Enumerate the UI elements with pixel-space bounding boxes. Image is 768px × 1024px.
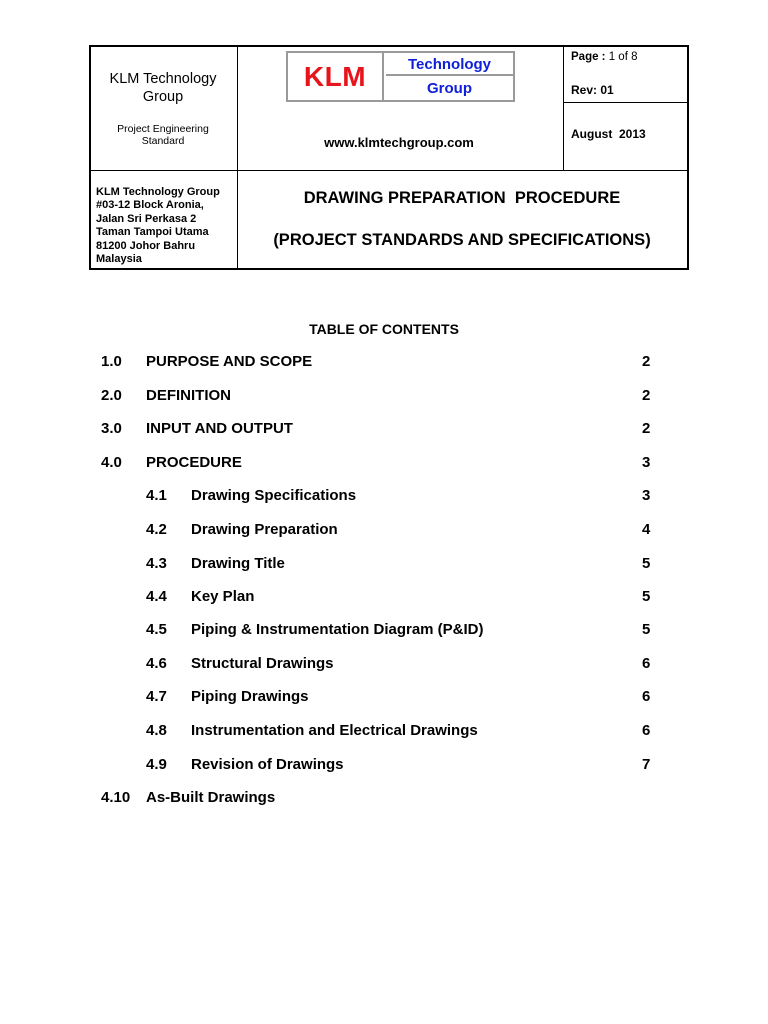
header-divider [563, 102, 687, 103]
page-number [571, 50, 638, 64]
toc-entry-title: DEFINITION [146, 387, 231, 404]
toc-entry-title: Drawing Preparation [191, 521, 338, 538]
toc-entry-number: 4.6 [146, 655, 167, 672]
toc-entry-title: PURPOSE AND SCOPE [146, 353, 313, 370]
toc-entry-number: 4.8 [146, 722, 167, 739]
toc-heading: TABLE OF CONTENTS [309, 321, 459, 337]
company-address [96, 186, 220, 266]
header-divider [91, 170, 687, 171]
company-name [91, 70, 235, 106]
toc-entry-title: As-Built Drawings [146, 789, 276, 806]
page-value: 1 of 8 [608, 51, 638, 63]
company-name-line: Group [142, 89, 184, 105]
toc-entry-title: PROCEDURE [146, 454, 242, 471]
toc-entry-page: 2 [642, 420, 651, 437]
logo-technology-text: Technology [386, 53, 513, 76]
toc-entry-page: 3 [642, 454, 651, 471]
toc-entry-page: 5 [642, 588, 651, 605]
logo-group-text: Group [427, 80, 472, 97]
page-label: Page : [571, 51, 606, 63]
standard-label-line: Standard [141, 135, 185, 147]
toc-entry-page: 7 [642, 756, 651, 773]
header-divider [563, 47, 564, 171]
website-text: www.klmtechgroup.com [324, 135, 474, 150]
toc-entry-number: 4.2 [146, 521, 167, 538]
toc-entry-page: 2 [642, 387, 651, 404]
toc-entry-title: INPUT AND OUTPUT [146, 420, 293, 437]
klm-logo-text: KLM [288, 53, 384, 100]
toc-entry-number: 4.5 [146, 621, 167, 638]
company-name-line: KLM Technology [109, 71, 217, 87]
revision: Rev: 01 [571, 83, 614, 97]
toc-entry-title: Drawing Specifications [191, 487, 357, 504]
toc-entry-number: 2.0 [101, 387, 122, 404]
standard-label-line: Project Engineering [117, 123, 209, 135]
toc-entry-number: 4.4 [146, 588, 167, 605]
toc-entry-number: 4.3 [146, 555, 167, 572]
issue-date: August 2013 [571, 127, 646, 141]
toc-entry-title: Drawing Title [191, 555, 285, 572]
toc-entry-title: Structural Drawings [191, 655, 334, 672]
toc-entry-page: 4 [642, 521, 651, 538]
document-title: DRAWING PREPARATION PROCEDURE [303, 189, 621, 207]
toc-entry-number: 4.10 [101, 789, 131, 806]
toc-entry-title: Piping & Instrumentation Diagram (P&ID) [191, 621, 484, 638]
toc-entry-number: 3.0 [101, 420, 122, 437]
toc-entry-title: Revision of Drawings [191, 756, 344, 773]
standard-label [91, 123, 235, 147]
document-subtitle: (PROJECT STANDARDS AND SPECIFICATIONS) [273, 231, 651, 249]
toc-entry-number: 4.7 [146, 688, 167, 705]
toc-entry-number: 1.0 [101, 353, 122, 370]
toc-entry-number: 4.0 [101, 454, 122, 471]
toc-entry-page: 6 [642, 655, 651, 672]
toc-entry-page: 5 [642, 555, 651, 572]
toc-entry-title: Piping Drawings [191, 688, 309, 705]
toc-entry-page: 6 [642, 688, 651, 705]
address-line: Taman Tampoi Utama [96, 226, 209, 239]
address-line: KLM Technology Group [96, 186, 220, 198]
toc-entry-title: Instrumentation and Electrical Drawings [191, 722, 478, 739]
toc-entry-page: 6 [642, 722, 651, 739]
toc-entry-page: 2 [642, 353, 651, 370]
address-line: Jalan Sri Perkasa 2 [96, 212, 197, 225]
toc-entry-page: 5 [642, 621, 651, 638]
address-line: Malaysia [96, 253, 142, 266]
toc-entry-number: 4.9 [146, 756, 167, 773]
toc-entry-title: Key Plan [191, 588, 255, 605]
toc-entry-page: 3 [642, 487, 651, 504]
toc-entry-number: 4.1 [146, 487, 167, 504]
address-line: 81200 Johor Bahru [96, 239, 196, 252]
address-line: #03-12 Block Aronia, [96, 199, 204, 212]
